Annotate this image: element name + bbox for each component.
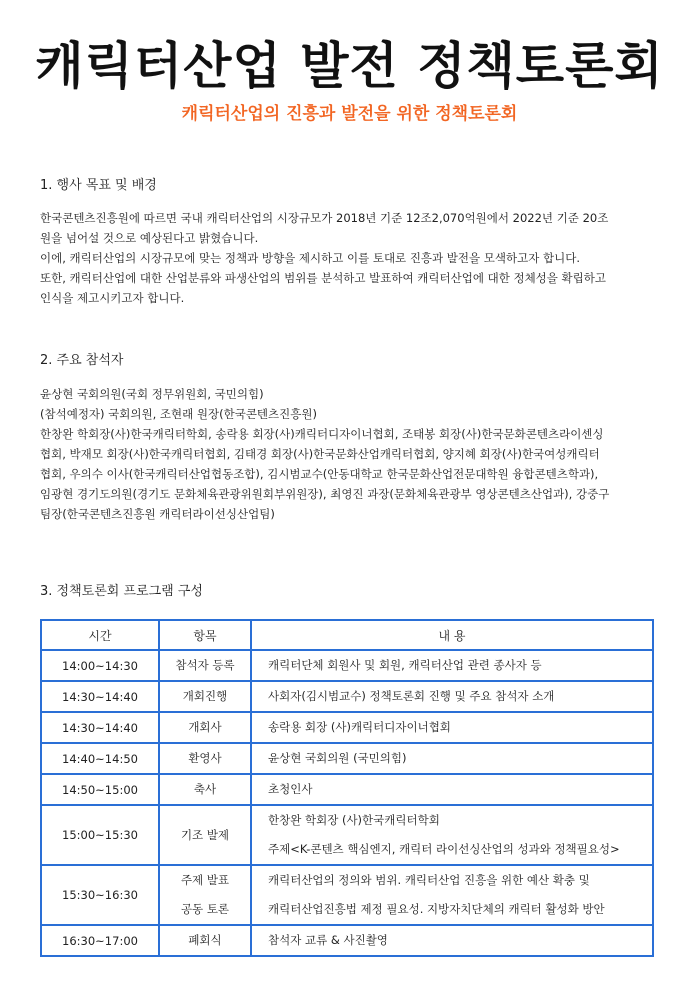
cell-item-line: 주제 발표 (180, 873, 230, 887)
table-row (41, 743, 653, 774)
section-heading-program: 3. 정책토론회 프로그램 구성 (40, 584, 203, 599)
cell-content (251, 925, 653, 956)
paragraph-line: 또한, 캐릭터산업에 대한 산업분류와 파생산업의 범위를 분석하고 발표하여 캐릭터산업에 대한 정체성을 확립하고 (40, 271, 606, 285)
cell-item (159, 774, 251, 805)
page-subtitle: 캐릭터산업의 진흥과 발전을 위한 정책토론회 (181, 104, 518, 124)
cell-item-line: 폐회식 (188, 933, 222, 947)
section-attendees-body (40, 384, 662, 524)
header-time: 시간 (41, 620, 159, 650)
cell-item (159, 805, 251, 865)
cell-item-line: 축사 (193, 782, 217, 796)
cell-time: 14:30~14:40 (41, 712, 159, 743)
section-heading-attendees: 2. 주요 참석자 (40, 353, 124, 368)
paragraph-line: 한국콘텐츠진흥원에 따르면 국내 캐릭터산업의 시장규모가 2018년 기준 12조2,070억원에서 2022년 기준 20조 (40, 211, 609, 225)
paragraph-line: 원을 넘어설 것으로 예상된다고 밝혔습니다. (40, 231, 259, 245)
cell-item (159, 865, 251, 925)
cell-time: 15:00~15:30 (41, 805, 159, 865)
cell-item (159, 712, 251, 743)
cell-time: 14:00~14:30 (41, 650, 159, 681)
header-content: 내 용 (251, 620, 653, 650)
cell-item-line: 개회사 (188, 720, 222, 734)
paragraph-line: 인식을 제고시키고자 합니다. (40, 291, 185, 305)
cell-content (251, 681, 653, 712)
table-row (41, 681, 653, 712)
cell-content-line: 주제<K-콘텐츠 핵심엔지, 캐릭터 라이선싱산업의 성과와 정책필요성> (268, 842, 620, 856)
cell-content (251, 743, 653, 774)
cell-item-line: 환영사 (188, 751, 222, 765)
paragraph-line: 팀장(한국콘텐츠진흥원 캐릭터라이선싱산업팀) (40, 507, 275, 521)
cell-item-line: 참석자 등록 (175, 658, 235, 672)
cell-item (159, 925, 251, 956)
cell-time: 14:40~14:50 (41, 743, 159, 774)
cell-content-line: 사회자(김시범교수) 정책토론회 진행 및 주요 참석자 소개 (268, 689, 555, 703)
table-row (41, 865, 653, 925)
paragraph-line: 임광현 경기도의원(경기도 문화체육관광위원회부위원장), 최영진 과장(문화체육관광부 영상콘텐츠산업과), 강중구 (40, 487, 610, 501)
section-goals-body (40, 208, 662, 308)
paragraph-line: 이에, 캐릭터산업의 시장규모에 맞는 정책과 방향을 제시하고 이를 토대로 진흥과 발전을 모색하고자 합니다. (40, 251, 580, 265)
section-heading-goals: 1. 행사 목표 및 배경 (40, 178, 157, 193)
page-title: 캐릭터산업 발전 정책토론회 (35, 37, 664, 95)
cell-content-line: 윤상현 국회의원 (국민의힘) (268, 751, 407, 765)
paragraph-line: (참석예정자) 국회의원, 조현래 원장(한국콘텐츠진흥원) (40, 407, 317, 421)
cell-content (251, 805, 653, 865)
cell-item-line: 개회진행 (182, 689, 228, 703)
cell-content-line: 캐릭터산업진흥법 제정 필요성. 지방자치단체의 캐릭터 활성화 방안 (268, 902, 605, 916)
paragraph-line: 협회, 박재모 회장(사)한국캐릭터협회, 김태경 회장(사)한국문화산업캐릭터협회, 양지혜 회장(사)한국여성캐릭터 (40, 447, 600, 461)
cell-content-line: 캐릭터단체 회원사 및 회원, 캐릭터산업 관련 종사자 등 (268, 658, 542, 672)
cell-item-line: 기조 발제 (180, 827, 230, 842)
cell-content-line: 한창완 학회장 (사)한국캐릭터학회 (268, 813, 440, 827)
cell-content-line: 송락용 회장 (사)캐릭터디자이너협회 (268, 720, 451, 734)
paragraph-line: 협회, 우의수 이사(한국캐릭터산업협동조합), 김시범교수(안동대학교 한국문화산업전문대학원 융합콘텐츠학과), (40, 467, 599, 481)
table-row (41, 650, 653, 681)
cell-content (251, 774, 653, 805)
cell-content-line: 참석자 교류 & 사진촬영 (268, 933, 388, 947)
cell-time: 16:30~17:00 (41, 925, 159, 956)
cell-time: 14:50~15:00 (41, 774, 159, 805)
cell-time: 14:30~14:40 (41, 681, 159, 712)
table-row (41, 925, 653, 956)
paragraph-line: 윤상현 국회의원(국회 정무위원회, 국민의힘) (40, 387, 264, 401)
cell-content (251, 712, 653, 743)
paragraph-line: 한창완 학회장(사)한국캐릭터학회, 송락용 회장(사)캐릭터디자이너협회, 조태봉 회장(사)한국문화콘텐츠라이센싱 (40, 427, 604, 441)
table-row (41, 712, 653, 743)
header-item: 항목 (159, 620, 251, 650)
table-header-row (41, 620, 653, 650)
table-row (41, 805, 653, 865)
cell-item (159, 650, 251, 681)
cell-content (251, 865, 653, 925)
cell-time: 15:30~16:30 (41, 865, 159, 925)
cell-content (251, 650, 653, 681)
cell-item (159, 743, 251, 774)
table-row (41, 774, 653, 805)
cell-content-line: 캐릭터산업의 정의와 범위. 캐릭터산업 진흥을 위한 예산 확충 및 (268, 873, 590, 887)
program-table (40, 619, 654, 957)
cell-item-line: 공동 토론 (180, 902, 230, 916)
cell-content-line: 초청인사 (268, 782, 313, 796)
cell-item (159, 681, 251, 712)
